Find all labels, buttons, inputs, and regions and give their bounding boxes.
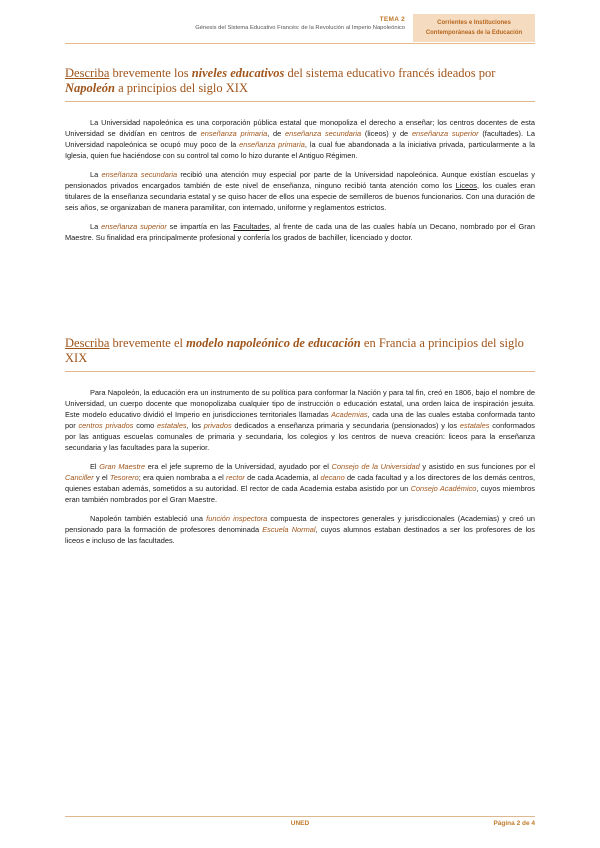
- section2-paragraph-2: El Gran Maestre era el jefe supremo de la Universidad, ayudado por el Consejo de la Universidad y asistido en sus funciones por el Canciller y el Tesorero; era quien nombraba a el rector de cada Academia, al decano de cada facultad y a los directores de los demás centros, quienes estaban además, sometidos a su autoridad. El rector de cada Academia estaba asistido por un Consejo Académico, cuyos miembros eran también nombrados por el Gran Maestre.: [65, 462, 536, 504]
- header-divider: [65, 43, 535, 44]
- section1-title-part: del sistema educativo francés ideados por: [284, 66, 496, 80]
- section1-paragraph-2: La enseñanza secundaria recibió una atención muy especial por parte de la Universidad napoleónica. Aunque existían escuelas y pensionados privados encargados también de este nivel de enseñanza, ninguno recibió tanta atención como los Liceos, los cuales eran titulares de la enseñanza secundaria estatal y se quiso hacer de ellos una especie de semilleros de buenos funcionarios. Con una duración de seis años, se organizaban de manera paramilitar, con internado, uniforme y reglamentos estrictos.: [65, 170, 535, 212]
- section2-paragraph-1: Para Napoleón, la educación era un instrumento de su política para conformar la Nación y para tal fin, creó en 1806, bajo el nombre de Universidad, un cuerpo docente que monopolizaba cualquier tipo de instrucción o educación estatal, una orden laica de inspiración jesuita. Este modelo educativo dividió el Imperio en jurisdicciones territoriales llamadas Academias, cada una de las cuales estaba conformada tanto por centros privados como estatales, los privados dedicados a enseñanza primaria y secundaria (pensionados) y los estatales conformados por las antiguas escuelas comunales de primaria y secundaria, los colegios y los centros de nueva creación: liceos para la enseñanza secundaria y las facultades para la superior.: [65, 388, 535, 452]
- section2-title-em: modelo napoleónico de educación: [186, 336, 361, 350]
- section2-title: [65, 336, 535, 372]
- section1-title-em: niveles educativos: [191, 66, 285, 80]
- header-course-line1: Corrientes e Instituciones: [437, 20, 511, 26]
- section2-title-word: Describa: [65, 336, 110, 350]
- section2-title-part: en Francia a principios del siglo XIX: [65, 336, 524, 365]
- footer-institution: UNED: [290, 820, 310, 827]
- footer-page-number: Página 2 de 4: [493, 820, 535, 827]
- section1-paragraph-3: La enseñanza superior se impartía en las Facultades, al frente de cada una de las cuales había un Decano, nombrado por el Gran Maestre. Su finalidad era principalmente profesional y confería los grados de bachiller, licenciado y doctor.: [65, 222, 535, 242]
- section2-title-part: brevemente el: [109, 336, 187, 350]
- header-subtitle: Génesis del Sistema Educativo Francés: de la Revolución al Imperio Napoleónico: [195, 25, 405, 31]
- header-left: [195, 16, 405, 31]
- section1-title: [65, 66, 535, 102]
- section-modelo-napoleonico: [65, 336, 535, 554]
- header-course-line2: Contemporáneas de la Educación: [425, 30, 523, 36]
- section1-paragraph-1: La Universidad napoleónica es una corporación pública estatal que monopoliza el derecho a enseñar; los centros docentes de esta Universidad se dividían en centros de enseñanza primaria, de enseñanza secundaria (liceos) y de enseñanza superior (facultades). La Universidad napoleónica se ocupó muy poco de la enseñanza primaria, la cual fue abandonada a la iniciativa privada, particularmente a la Iglesia, quien fue haciéndose con su control tal como lo hizo durante el Antiguo Régimen.: [65, 118, 535, 160]
- header-tema: TEMA 2: [379, 16, 405, 23]
- section-niveles-educativos: [65, 66, 535, 251]
- footer-divider: [65, 816, 535, 817]
- header-course-box: [413, 14, 535, 42]
- section2-paragraph-3: Napoleón también estableció una función inspectora compuesta de inspectores generales y jurisdiccionales (Academias) y creó un pensionado para la formación de profesores denominada Escuela Normal, cuyos alumnos estaban destinados a ser los profesores de los liceos e incluso de las facultades.: [65, 514, 536, 545]
- section1-title-em: Napoleón: [65, 81, 115, 95]
- page-header: [65, 14, 535, 42]
- section1-title-part: a principios del siglo XIX: [115, 81, 248, 95]
- section1-title-word: Describa: [65, 66, 110, 80]
- section1-title-part: brevemente los: [109, 66, 192, 80]
